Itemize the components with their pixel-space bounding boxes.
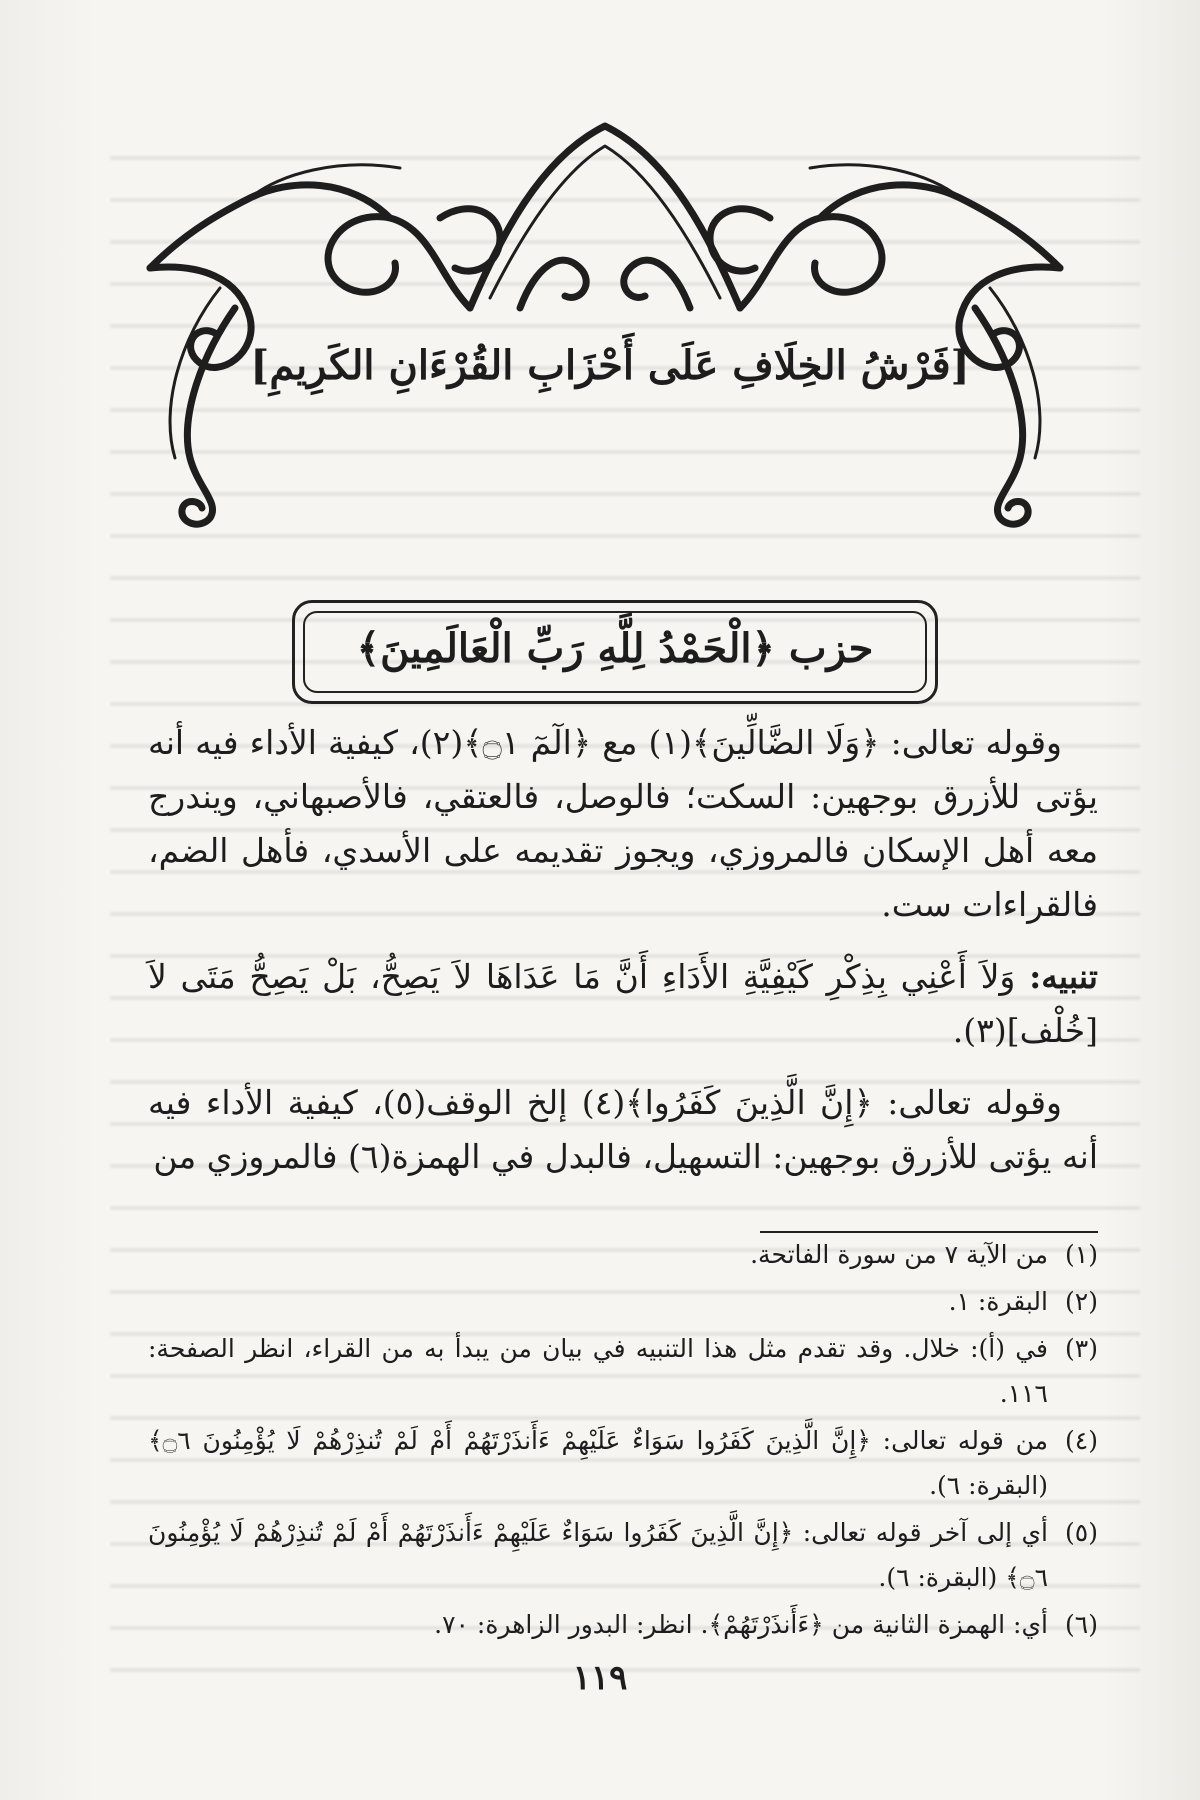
footnote-text: أي: الهمزة الثانية من ﴿ءَأَنذَرْتَهُمْ﴾. انظر: البدور الزاهرة: ٧٠. [434,1610,1048,1639]
footnote-item [148,1232,1098,1277]
footnote-item [148,1510,1098,1600]
paragraph-3: وقوله تعالى: ﴿إِنَّ الَّذِينَ كَفَرُوا﴾(٤) إلخ الوقف(٥)، كيفية الأداء فيه أنه يؤتى للأزرق بوجهين: التسهيل، فالبدل في الهمزة(٦) فالمروزي من [148,1083,1098,1176]
section-title: [فَرْشُ الخِلَافِ عَلَى أَحْزَابِ القُرْءَانِ الكَرِيمِ] [250,342,970,389]
footnote-text: البقرة: ١. [948,1287,1048,1316]
footnote-item [148,1326,1098,1416]
hizb-title: حزب ﴿الْحَمْدُ لِلَّهِ رَبِّ الْعَالَمِينَ﴾ [356,625,874,672]
paragraph-2 [148,950,1098,1058]
decorative-header-ornament [140,118,1070,528]
footnotes [148,1232,1098,1649]
footnote-text: أي إلى آخر قوله تعالى: ﴿إِنَّ الَّذِينَ كَفَرُوا سَوَاءٌ عَلَيْهِمْ ءَأَنذَرْتَهُمْ أَمْ لَمْ تُنذِرْهُمْ لَا يُؤْمِنُونَ ۝٦﴾ (البقرة: ٦). [148,1518,1048,1592]
footnote-number: (٢) [1065,1287,1098,1316]
footnote-item [148,1279,1098,1324]
footnote-item [148,1602,1098,1647]
page-number: ١١٩ [572,1658,628,1698]
footnote-text: في (أ): خلال. وقد تقدم مثل هذا التنبيه في بيان من يبدأ به من القراء، انظر الصفحة: ١١٦. [148,1334,1048,1408]
footnote-number: (٦) [1065,1610,1098,1639]
footnote-number: (٥) [1065,1518,1098,1547]
footnote-number: (٤) [1065,1426,1098,1455]
main-text [148,716,1098,1202]
footnote-text: من الآية ٧ من سورة الفاتحة. [750,1240,1048,1269]
footnote-number: (١) [1065,1240,1098,1269]
tanbih-text: وَلاَ أَعْنِي بِذِكْرِ كَيْفِيَّةِ الأَدَاءِ أَنَّ مَا عَدَاهَا لاَ يَصِحُّ، بَلْ يَصِحُّ مَتَى لاَ [خُلْف](٣). [148,957,1098,1050]
footnote-number: (٣) [1065,1334,1098,1363]
paragraph-1: وقوله تعالى: ﴿وَلَا الضَّالِّينَ﴾(١) مع ﴿الٓمٓ ۝١﴾(٢)، كيفية الأداء فيه أنه يؤتى للأزرق بوجهين: السكت؛ فالوصل، فالعتقي، فالأصبهاني، ويندرج معه أهل الإسكان فالمروزي، ويجوز تقديمه على الأسدي، فأهل الضم، فالقراءات ست. [148,723,1099,924]
footnote-text: من قوله تعالى: ﴿إِنَّ الَّذِينَ كَفَرُوا سَوَاءٌ عَلَيْهِمْ ءَأَنذَرْتَهُمْ أَمْ لَمْ تُنذِرْهُمْ لَا يُؤْمِنُونَ ۝٦﴾ (البقرة: ٦). [148,1426,1048,1500]
tanbih-label: تنبيه: [1029,957,1098,996]
footnote-item [148,1418,1098,1508]
